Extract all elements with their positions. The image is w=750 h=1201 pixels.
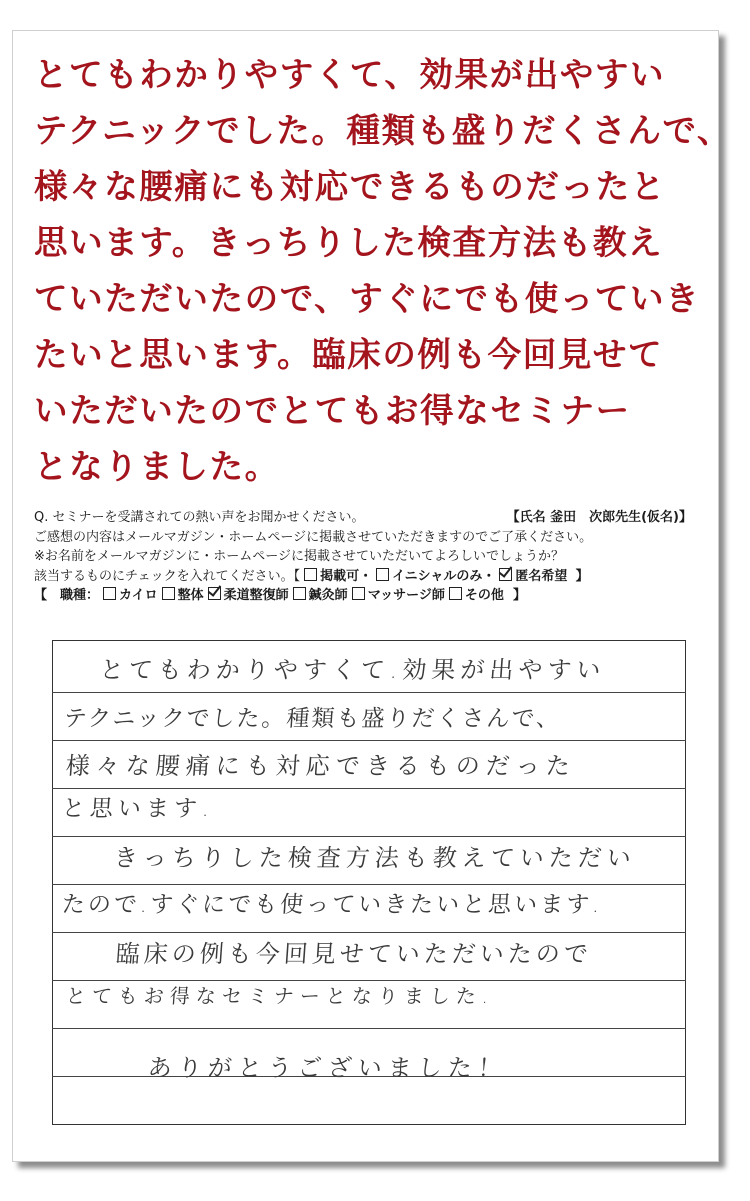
handwritten-line: 様々な腰痛にも対応できるものだった — [64, 752, 577, 780]
question-text: Q. セミナーを受講されての熱い声をお聞かせください。 — [34, 510, 365, 525]
occupation-option: その他 — [464, 588, 504, 603]
consent-checkbox-anonymous[interactable] — [499, 568, 512, 581]
occupation-close: 】 — [513, 588, 527, 603]
ruled-line — [52, 884, 686, 885]
consent-option-initials: イニシャルのみ・ — [392, 568, 496, 584]
quote-line: となりました。 — [34, 447, 280, 486]
handwritten-line: とてもわかりやすくて.効果が出やすい — [98, 656, 607, 684]
notice-line: ご感想の内容はメールマガジン・ホームページに掲載させていただきますのでご了承ください。 — [34, 529, 593, 545]
occupation-checkbox-seitai[interactable] — [162, 587, 175, 600]
handwritten-line: とてもお得なセミナーとなりました. — [65, 984, 496, 1008]
occupation-checkbox-massage[interactable] — [352, 587, 365, 600]
ruled-line — [52, 932, 686, 933]
notice-line: ※お名前をメールマガジンに・ホームページに掲載させていただいてよろしいでしょうか？ — [34, 549, 565, 564]
testimonial-quote — [34, 47, 732, 495]
handwritten-line: たので.すぐにでも使っていきたいと思います. — [60, 892, 604, 918]
handwritten-line: と思います. — [60, 796, 216, 822]
consent-close: 】 — [575, 568, 589, 584]
handwritten-line: きっちりした検査方法も教えていただい — [112, 844, 637, 872]
occupation-option: 整体 — [177, 588, 204, 603]
quote-line: ていただいたので、すぐにでも使っていき — [34, 279, 701, 318]
occupation-checkbox-judo[interactable] — [208, 587, 221, 600]
handwritten-line: テクニックでした。種類も盛りだくさんで、 — [62, 706, 562, 732]
occupation-checkbox-acupuncture[interactable] — [293, 587, 306, 600]
quote-line: 思います。きっちりした検査方法も教え — [34, 223, 664, 262]
consent-row — [34, 567, 692, 587]
occupation-option: カイロ — [119, 588, 158, 603]
quote-line: 様々な腰痛にも対応できるものだったと — [34, 167, 666, 206]
occupation-option: 柔道整復師 — [223, 588, 289, 603]
ruled-line — [52, 836, 686, 837]
quote-line: いただいたのでとてもお得なセミナー — [34, 391, 631, 430]
quote-line: とてもわかりやすくて、効果が出やすい — [34, 55, 666, 94]
occupation-option: 鍼灸師 — [308, 588, 348, 603]
occupation-row — [34, 586, 692, 606]
survey-form-header — [34, 508, 692, 606]
consent-checkbox-initials[interactable] — [376, 568, 389, 581]
quote-line: たいと思います。臨床の例も今回見せて — [34, 335, 664, 374]
ruled-line — [52, 692, 686, 693]
ruled-line — [52, 740, 686, 741]
occupation-option: マッサージ師 — [367, 588, 445, 603]
ruled-line — [52, 788, 686, 789]
consent-option-anonymous: 匿名希望 — [515, 568, 568, 584]
handwritten-line: ありがとうございました！ — [146, 1054, 509, 1082]
respondent-name: 【氏名 釜田 次郎先生(仮名)】 — [506, 510, 692, 525]
occupation-checkbox-chiro[interactable] — [103, 587, 116, 600]
consent-option-publish: 掲載可・ — [320, 568, 373, 584]
consent-checkbox-publish[interactable] — [304, 568, 317, 581]
occupation-checkbox-other[interactable] — [449, 587, 462, 600]
question-row — [34, 508, 692, 528]
occupation-label: 【 職種： — [34, 588, 100, 603]
handwritten-line: 臨床の例も今回見せていただいたので — [114, 940, 593, 968]
ruled-line — [52, 1028, 686, 1029]
quote-line: テクニックでした。種類も盛りだくさんで、 — [34, 111, 732, 150]
consent-prompt: 該当するものにチェックを入れてください。【 — [34, 568, 301, 584]
